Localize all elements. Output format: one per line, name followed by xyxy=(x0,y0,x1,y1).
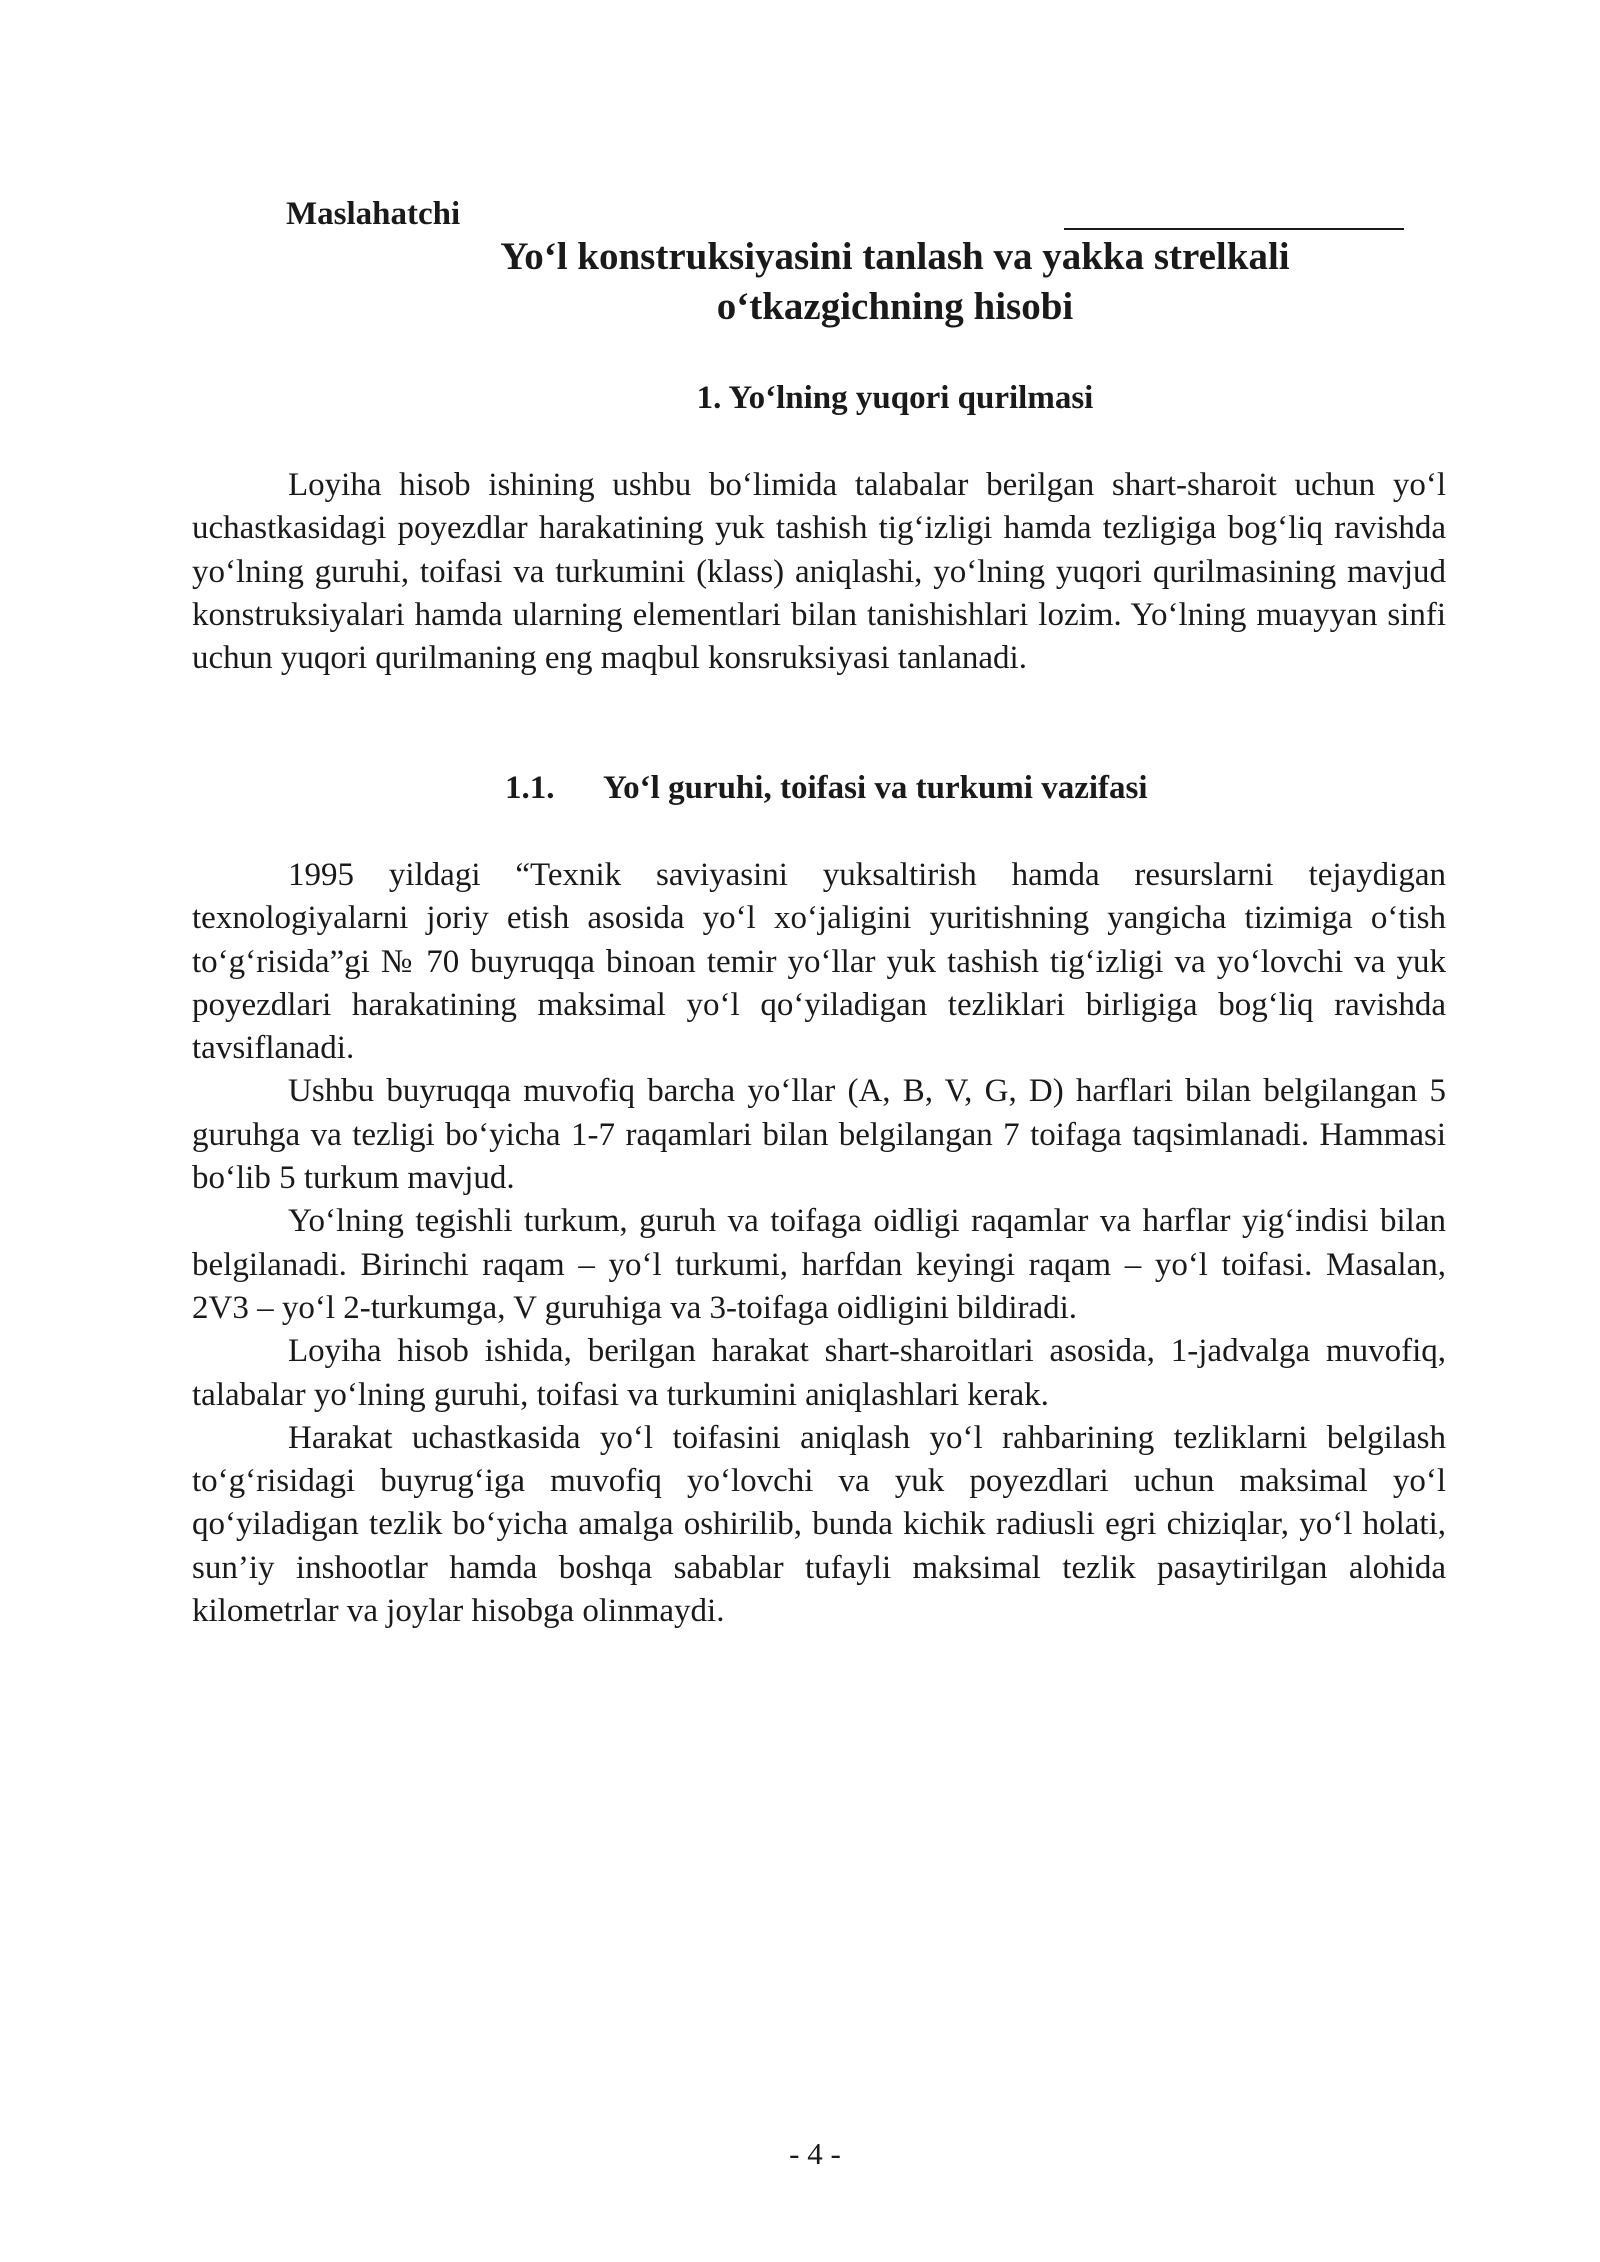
document-title-line-2: o‘tkazgichning hisobi xyxy=(716,285,1074,328)
document-title xyxy=(0,232,1600,332)
paragraph: Yo‘lning tegishli turkum, guruh va toifaga oidligi raqamlar va harflar yig‘indisi bilan belgilanadi. Birinchi raqam – yo‘l turkumi, harfdan keyingi raqam – yo‘l toifasi. Masalan, 2V3 – yo‘l 2-turkumga, V guruhiga va 3-toifaga oidligini bildiradi. xyxy=(192,1203,1446,1326)
document-title-line-1: Yo‘l konstruksiyasini tanlash va yakka strelkali xyxy=(500,235,1290,278)
paragraph: 1995 yildagi “Texnik saviyasini yuksaltirish hamda resurslarni tejaydigan texnologiyalarni joriy etish asosida yo‘l xo‘jaligini yuritishning yangicha tizimiga o‘tish to‘g‘risida”gi № 70 buyruqqa binoan temir yo‘llar yuk tashish tig‘izligi va yo‘lovchi va yuk poyezdlari harakatining maksimal yo‘l qo‘yiladigan tezliklari birligiga bog‘liq ravishda tavsiflanadi. xyxy=(192,857,1446,1067)
page-number: - 4 - xyxy=(789,2136,841,2171)
section-1-body xyxy=(192,464,1446,680)
section-title: Yo‘l guruhi, toifasi va turkumi vazifasi xyxy=(603,770,1148,806)
section-1-1-heading xyxy=(505,766,1148,810)
consultant-label: Maslahatchi xyxy=(286,196,461,232)
paragraph: Loyiha hisob ishida, berilgan harakat shart-sharoitlari asosida, 1-jadvalga muvofiq, talabalar yo‘lning guruhi, toifasi va turkumini aniqlashlari kerak. xyxy=(192,1333,1446,1413)
section-1-1-body xyxy=(192,854,1446,1633)
paragraph: Loyiha hisob ishining ushbu bo‘limida talabalar berilgan shart-sharoit uchun yo‘l uchastkasidagi poyezdlar harakatining yuk tashish tig‘izligi hamda tezligiga bog‘liq ravishda yo‘lning guruhi, toifasi va turkumini (klass) aniqlashi, yo‘lning yuqori qurilmasining mavjud konstruksiyalari hamda ularning elementlari bilan tanishishlari lozim. Yo‘lning muayyan sinfi uchun yuqori qurilmaning eng maqbul konsruksiyasi tanlanadi. xyxy=(192,467,1446,677)
paragraph: Ushbu buyruqqa muvofiq barcha yo‘llar (A, B, V, G, D) harflari bilan belgilangan 5 guruhga va tezligi bo‘yicha 1-7 raqamlari bilan belgilangan 7 toifaga taqsimlanadi. Hammasi bo‘lib 5 turkum mavjud. xyxy=(192,1073,1446,1197)
paragraph: Harakat uchastkasida yo‘l toifasini aniqlash yo‘l rahbarining tezliklarni belgilash to‘g‘risidagi buyrug‘iga muvofiq yo‘lovchi va yuk poyezdlari uchun maksimal yo‘l qo‘yiladigan tezlik bo‘yicha amalga oshirilib, bunda kichik radiusli egri chiziqlar, yo‘l holati, sun’iy inshootlar hamda boshqa sabablar tufayli maksimal tezlik pasaytirilgan alohida kilometrlar va joylar hisobga olinmaydi. xyxy=(192,1419,1446,1630)
signature-line xyxy=(1064,228,1404,230)
section-1-heading: 1. Yo‘lning yuqori qurilmasi xyxy=(696,380,1094,416)
consultant-row xyxy=(286,192,1406,236)
section-number: 1.1. xyxy=(505,770,555,806)
